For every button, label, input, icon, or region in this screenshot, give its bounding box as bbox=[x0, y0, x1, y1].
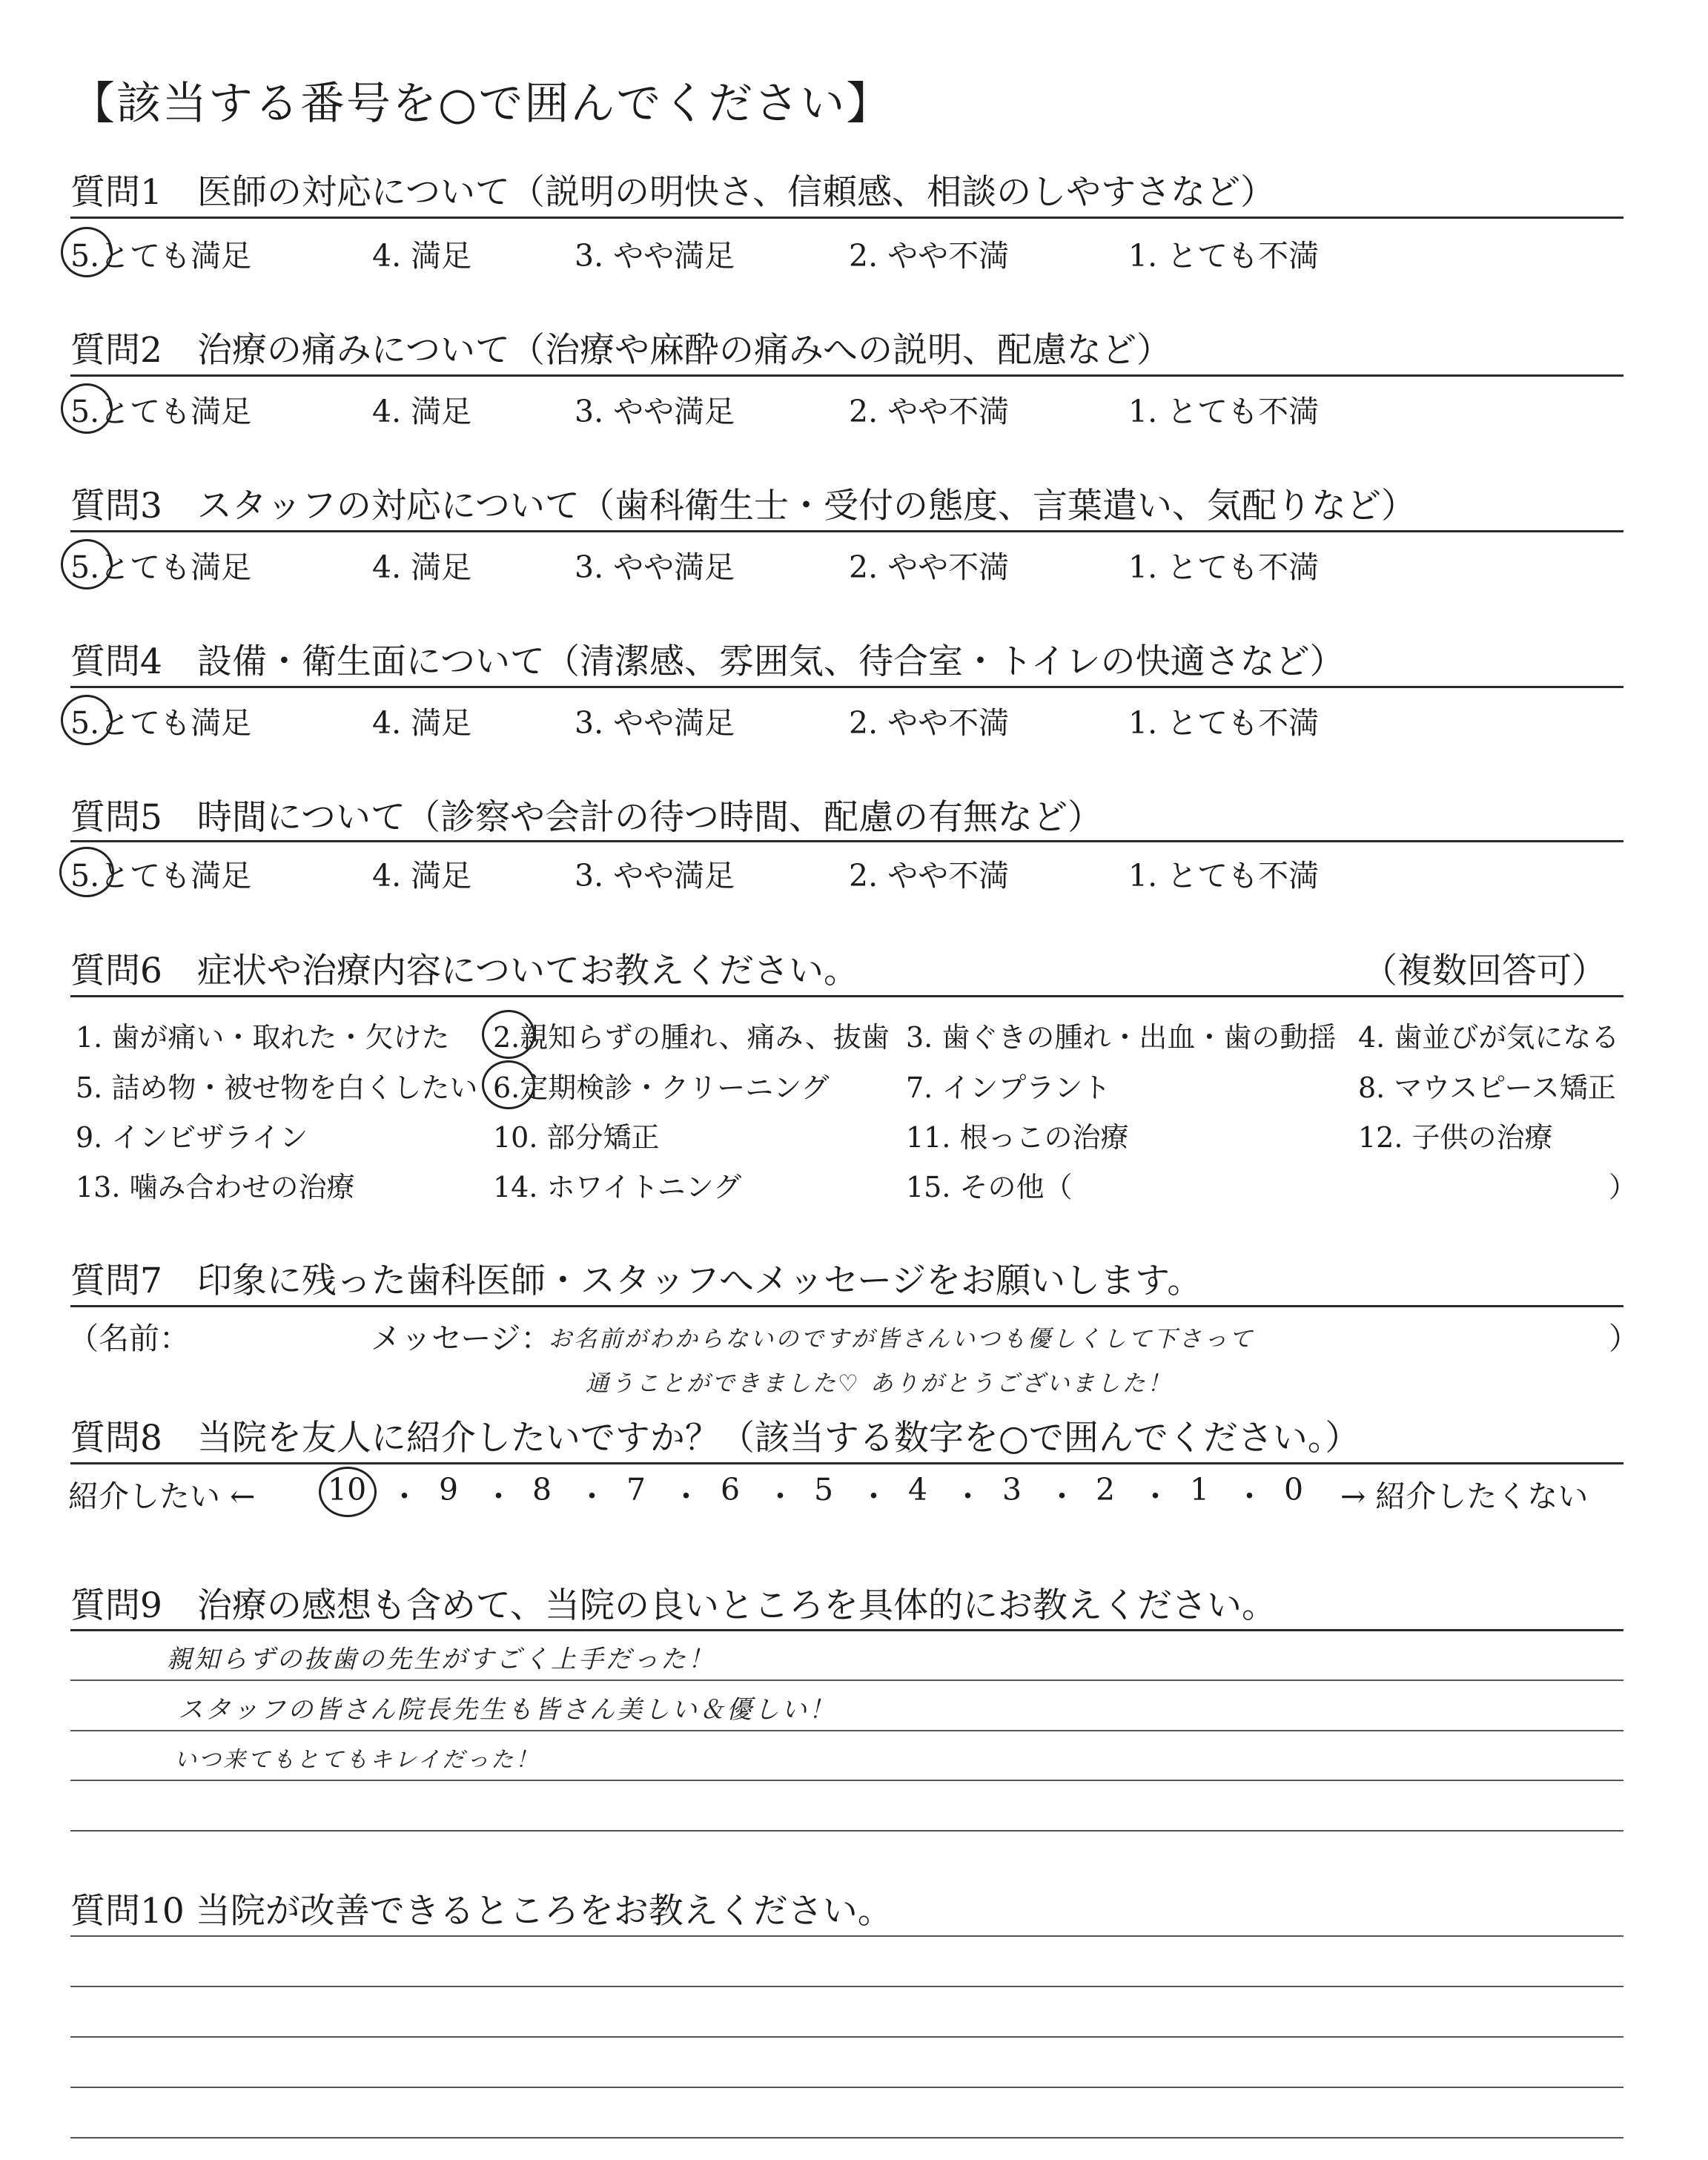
scale-dot: ・ bbox=[389, 1479, 420, 1514]
symptom-option-12[interactable]: 12. 子供の治療 bbox=[1358, 1121, 1553, 1154]
scale-4[interactable]: 4 bbox=[908, 1472, 928, 1507]
option-5[interactable]: 5.とても満足 bbox=[70, 549, 252, 585]
option-1[interactable]: 1. とても不満 bbox=[1128, 549, 1320, 585]
scale-1[interactable]: 1 bbox=[1190, 1472, 1210, 1507]
answer-handwriting-line-2: スタッフの皆さん院長先生も皆さん美しい＆優しい！ bbox=[178, 1695, 836, 1725]
scale-0[interactable]: 0 bbox=[1284, 1472, 1304, 1507]
question-1-title: 質問1 医師の対応について（説明の明快さ、信頼感、相談のしやすさなど） bbox=[70, 172, 1276, 213]
answer-line bbox=[70, 1730, 1623, 1731]
question-4-title: 質問4 設備・衛生面について（清潔感、雰囲気、待合室・トイレの快適さなど） bbox=[70, 641, 1345, 682]
scale-dot: ・ bbox=[858, 1479, 889, 1514]
question-5-title: 質問5 時間について（診察や会計の待つ時間、配慮の有無など） bbox=[70, 797, 1102, 838]
option-5[interactable]: 5.とても満足 bbox=[70, 858, 252, 894]
question-7-title: 質問7 印象に残った歯科医師・スタッフへメッセージをお願いします。 bbox=[70, 1261, 1202, 1301]
question-10-title: 質問10 当院が改善できるところをお教えください。 bbox=[70, 1891, 893, 1932]
answer-line bbox=[70, 2036, 1623, 2038]
divider bbox=[70, 1462, 1623, 1464]
symptom-option-6[interactable]: 6.定期検診・クリーニング bbox=[493, 1071, 830, 1104]
message-handwriting-line-1: お名前がわからないのですが皆さんいつも優しくして下さって bbox=[549, 1326, 1254, 1353]
symptom-option-1[interactable]: 1. 歯が痛い・取れた・欠けた bbox=[76, 1021, 450, 1054]
symptom-option-15[interactable]: 15. その他（ bbox=[906, 1171, 1073, 1203]
answer-line bbox=[70, 1680, 1623, 1681]
scale-dot: ・ bbox=[765, 1479, 795, 1514]
symptom-option-8[interactable]: 8. マウスピース矯正 bbox=[1358, 1071, 1616, 1104]
page-title: 【該当する番号を○で囲んでください】 bbox=[70, 78, 893, 130]
scale-8[interactable]: 8 bbox=[532, 1472, 552, 1507]
option-4[interactable]: 4. 満足 bbox=[372, 549, 472, 585]
scale-9[interactable]: 9 bbox=[439, 1472, 459, 1507]
symptom-option-2[interactable]: 2.親知らずの腫れ、痛み、抜歯 bbox=[493, 1021, 890, 1054]
name-label: （名前： bbox=[68, 1321, 190, 1356]
option-5[interactable]: 5.とても満足 bbox=[70, 705, 252, 741]
divider bbox=[70, 217, 1623, 219]
recommend-left-label: 紹介したい ← bbox=[68, 1479, 256, 1514]
answer-line bbox=[70, 2087, 1623, 2088]
answer-handwriting-line-3: いつ来てもとてもキレイだった！ bbox=[174, 1747, 540, 1773]
symptom-option-7[interactable]: 7. インプラント bbox=[906, 1071, 1111, 1104]
divider bbox=[70, 1629, 1623, 1631]
recommend-right-label: → 紹介したくない bbox=[1340, 1479, 1589, 1514]
divider bbox=[70, 995, 1623, 997]
answer-line bbox=[70, 2137, 1623, 2138]
divider bbox=[70, 840, 1623, 842]
scale-dot: ・ bbox=[953, 1479, 983, 1514]
answer-line bbox=[70, 1986, 1623, 1987]
option-1[interactable]: 1. とても不満 bbox=[1128, 394, 1320, 429]
option-1[interactable]: 1. とても不満 bbox=[1128, 858, 1320, 894]
divider bbox=[70, 530, 1623, 532]
option-4[interactable]: 4. 満足 bbox=[372, 705, 472, 741]
answer-line bbox=[70, 1830, 1623, 1832]
symptom-option-5[interactable]: 5. 詰め物・被せ物を白くしたい bbox=[76, 1071, 478, 1104]
option-5[interactable]: 5.とても満足 bbox=[70, 238, 252, 274]
scale-dot: ・ bbox=[1047, 1479, 1077, 1514]
message-handwriting-line-2: 通うことができました♡ ありがとうございました！ bbox=[586, 1370, 1173, 1397]
option-2[interactable]: 2. やや不満 bbox=[849, 705, 1010, 741]
symptom-option-14[interactable]: 14. ホワイトニング bbox=[493, 1171, 742, 1203]
scale-dot: ・ bbox=[483, 1479, 514, 1514]
question-6-note: （複数回答可） bbox=[1363, 951, 1606, 991]
option-3[interactable]: 3. やや満足 bbox=[575, 238, 735, 274]
answer-line bbox=[70, 1780, 1623, 1781]
scale-3[interactable]: 3 bbox=[1002, 1472, 1022, 1507]
option-4[interactable]: 4. 満足 bbox=[372, 858, 472, 894]
symptom-option-10[interactable]: 10. 部分矯正 bbox=[493, 1121, 660, 1154]
option-2[interactable]: 2. やや不満 bbox=[849, 394, 1010, 429]
symptom-option-3[interactable]: 3. 歯ぐきの腫れ・出血・歯の動揺 bbox=[906, 1021, 1337, 1054]
divider bbox=[70, 686, 1623, 688]
scale-7[interactable]: 7 bbox=[626, 1472, 646, 1507]
message-label: メッセージ： bbox=[371, 1321, 552, 1356]
option-2[interactable]: 2. やや不満 bbox=[849, 549, 1010, 585]
answer-handwriting-line-1: 親知らずの抜歯の先生がすごく上手だった！ bbox=[167, 1645, 715, 1674]
symptom-option-11[interactable]: 11. 根っこの治療 bbox=[906, 1121, 1129, 1154]
question-2-title: 質問2 治療の痛みについて（治療や麻酔の痛みへの説明、配慮など） bbox=[70, 330, 1172, 371]
scale-2[interactable]: 2 bbox=[1096, 1472, 1116, 1507]
scale-6[interactable]: 6 bbox=[721, 1472, 741, 1507]
option-3[interactable]: 3. やや満足 bbox=[575, 549, 735, 585]
scale-10[interactable]: 10 bbox=[328, 1472, 367, 1507]
option-4[interactable]: 4. 満足 bbox=[372, 238, 472, 274]
question-3-title: 質問3 スタッフの対応について（歯科衛生士・受付の態度、言葉遣い、気配りなど） bbox=[70, 486, 1416, 526]
symptom-option-9[interactable]: 9. インビザライン bbox=[76, 1121, 308, 1154]
question-8-title: 質問8 当院を友人に紹介したいですか？（該当する数字を○で囲んでください。） bbox=[70, 1418, 1360, 1459]
scale-dot: ・ bbox=[671, 1479, 701, 1514]
option-5[interactable]: 5.とても満足 bbox=[70, 394, 252, 429]
question-9-title: 質問9 治療の感想も含めて、当院の良いところを具体的にお教えください。 bbox=[70, 1585, 1277, 1626]
divider bbox=[70, 1305, 1623, 1307]
option-3[interactable]: 3. やや満足 bbox=[575, 705, 735, 741]
scale-dot: ・ bbox=[577, 1479, 607, 1514]
option-2[interactable]: 2. やや不満 bbox=[849, 238, 1010, 274]
other-close-paren: ） bbox=[1609, 1171, 1638, 1203]
option-3[interactable]: 3. やや満足 bbox=[575, 394, 735, 429]
option-1[interactable]: 1. とても不満 bbox=[1128, 238, 1320, 274]
option-4[interactable]: 4. 満足 bbox=[372, 394, 472, 429]
close-paren: ） bbox=[1609, 1321, 1639, 1356]
scale-5[interactable]: 5 bbox=[814, 1472, 834, 1507]
answer-line bbox=[70, 1935, 1623, 1937]
option-1[interactable]: 1. とても不満 bbox=[1128, 705, 1320, 741]
divider bbox=[70, 374, 1623, 377]
scale-dot: ・ bbox=[1140, 1479, 1171, 1514]
symptom-option-13[interactable]: 13. 噛み合わせの治療 bbox=[76, 1171, 355, 1203]
symptom-option-4[interactable]: 4. 歯並びが気になる bbox=[1358, 1021, 1620, 1054]
option-2[interactable]: 2. やや不満 bbox=[849, 858, 1010, 894]
option-3[interactable]: 3. やや満足 bbox=[575, 858, 735, 894]
question-6-title: 質問6 症状や治療内容についてお教えください。 bbox=[70, 951, 858, 991]
scale-dot: ・ bbox=[1234, 1479, 1265, 1514]
